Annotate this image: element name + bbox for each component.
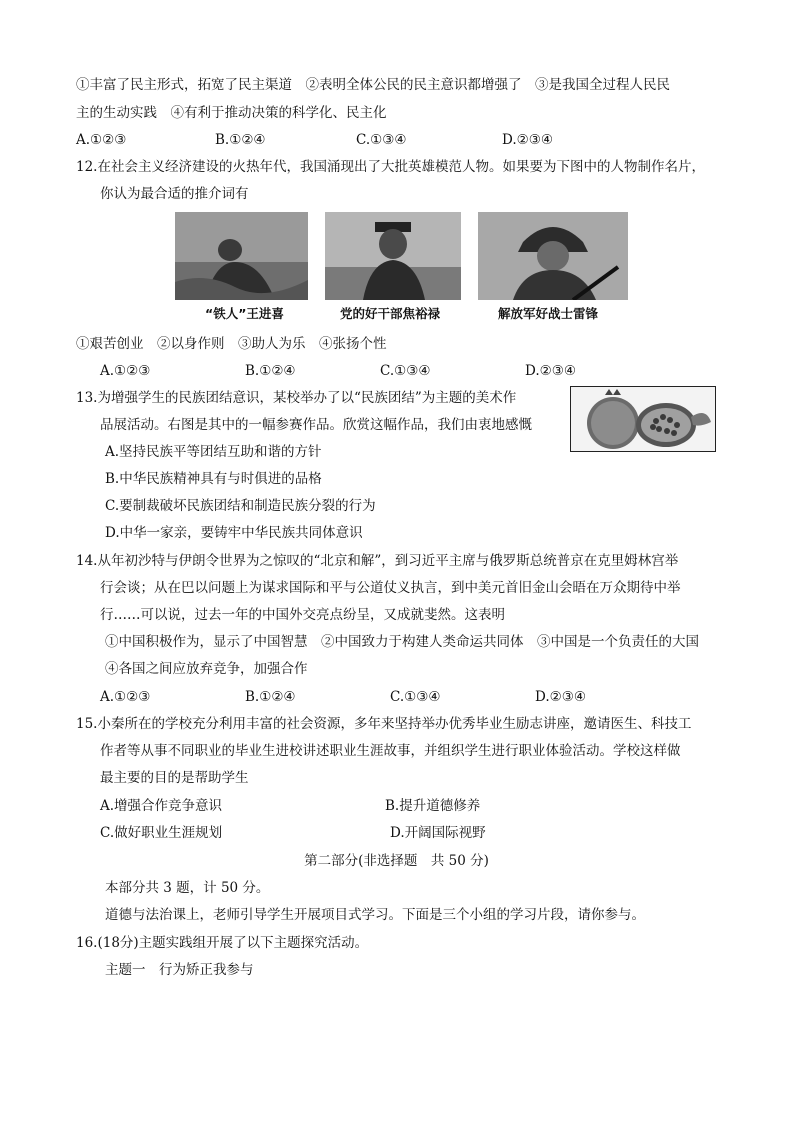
pomegranate-artwork — [570, 386, 716, 452]
q11-line2: 主的生动实践 ④有利于推动决策的科学化、民主化 — [76, 105, 387, 121]
q13-option-a: A.坚持民族平等团结互助和谐的方针 — [105, 444, 322, 460]
photo-wang-jinxi — [175, 212, 308, 300]
q14-stem-line1: 14.从年初沙特与伊朗令世界为之惊叹的“北京和解”，到习近平主席与俄罗斯总统普京在克里姆林宫举 — [76, 553, 679, 569]
caption-wang-jinxi: “铁人”王进喜 — [205, 306, 284, 321]
q15-stem-line2: 作者等从事不同职业的毕业生进校讲述职业生涯故事，并组织学生进行职业体验活动。学校这样做 — [100, 743, 681, 759]
q14-choices-line1: ①中国积极作为，显示了中国智慧 ②中国致力于构建人类命运共同体 ③中国是一个负责任的大国 — [105, 634, 699, 650]
q11-option-c: C.①③④ — [356, 132, 407, 148]
q11-option-a: A.①②③ — [76, 132, 127, 148]
q12-stem-line2: 你认为最合适的推介词有 — [100, 186, 249, 202]
q14-choices-line2: ④各国之间应放弃竞争，加强合作 — [105, 661, 308, 677]
q14-option-a: A.①②③ — [100, 689, 151, 705]
q15-option-b: B.提升道德修养 — [385, 798, 481, 814]
q13-option-d: D.中华一家亲，要铸牢中华民族共同体意识 — [105, 525, 363, 541]
q14-option-c: C.①③④ — [390, 689, 441, 705]
caption-jiao-yulu: 党的好干部焦裕禄 — [340, 306, 441, 321]
q16-theme1: 主题一 行为矫正我参与 — [105, 962, 254, 978]
q12-choices: ①艰苦创业 ②以身作则 ③助人为乐 ④张扬个性 — [76, 336, 387, 352]
q15-stem-line1: 15.小秦所在的学校充分利用丰富的社会资源，多年来坚持举办优秀毕业生励志讲座，邀请医生、科技工 — [76, 716, 692, 732]
q12-option-d: D.②③④ — [525, 363, 576, 379]
q13-option-c: C.要制裁破坏民族团结和制造民族分裂的行为 — [105, 498, 376, 514]
q11-option-b: B.①②④ — [215, 132, 266, 148]
q12-stem-line1: 12.在社会主义经济建设的火热年代，我国涌现出了大批英雄模范人物。如果要为下图中的人物制作名片， — [76, 159, 705, 175]
q13-stem-line1: 13.为增强学生的民族团结意识，某校举办了以“民族团结”为主题的美术作 — [76, 390, 517, 406]
q15-option-a: A.增强合作竞争意识 — [100, 798, 223, 814]
q16-stem: 16.(18分)主题实践组开展了以下主题探究活动。 — [76, 935, 369, 951]
caption-lei-feng: 解放军好战士雷锋 — [498, 306, 599, 321]
photo-jiao-yulu — [325, 212, 461, 300]
q12-option-b: B.①②④ — [245, 363, 296, 379]
q14-option-b: B.①②④ — [245, 689, 296, 705]
q14-stem-line3: 行……可以说，过去一年的中国外交亮点纷呈，又成就斐然。这表明 — [100, 607, 505, 623]
q13-stem-line2: 品展活动。右图是其中的一幅参赛作品。欣赏这幅作品，我们由衷地感慨 — [100, 417, 532, 433]
q14-stem-line2: 行会谈；从在巴以问题上为谋求国际和平与公道仗义执言，到中美元首旧金山会晤在万众期待中举 — [100, 580, 681, 596]
q14-option-d: D.②③④ — [535, 689, 586, 705]
q15-option-d: D.开阔国际视野 — [390, 825, 486, 841]
part2-intro: 道德与法治课上，老师引导学生开展项目式学习。下面是三个小组的学习片段，请你参与。 — [105, 907, 645, 923]
part2-note: 本部分共 3 题，计 50 分。 — [105, 880, 270, 896]
q15-option-c: C.做好职业生涯规划 — [100, 825, 223, 841]
q11-line1: ①丰富了民主形式，拓宽了民主渠道 ②表明全体公民的民主意识都增强了 ③是我国全过程人民民 — [76, 77, 670, 93]
q13-option-b: B.中华民族精神具有与时俱进的品格 — [105, 471, 322, 487]
part2-title: 第二部分(非选择题 共 50 分) — [304, 853, 489, 869]
photo-lei-feng — [478, 212, 628, 300]
q12-option-c: C.①③④ — [380, 363, 431, 379]
q12-option-a: A.①②③ — [100, 363, 151, 379]
q11-option-d: D.②③④ — [502, 132, 553, 148]
q15-stem-line3: 最主要的目的是帮助学生 — [100, 770, 249, 786]
